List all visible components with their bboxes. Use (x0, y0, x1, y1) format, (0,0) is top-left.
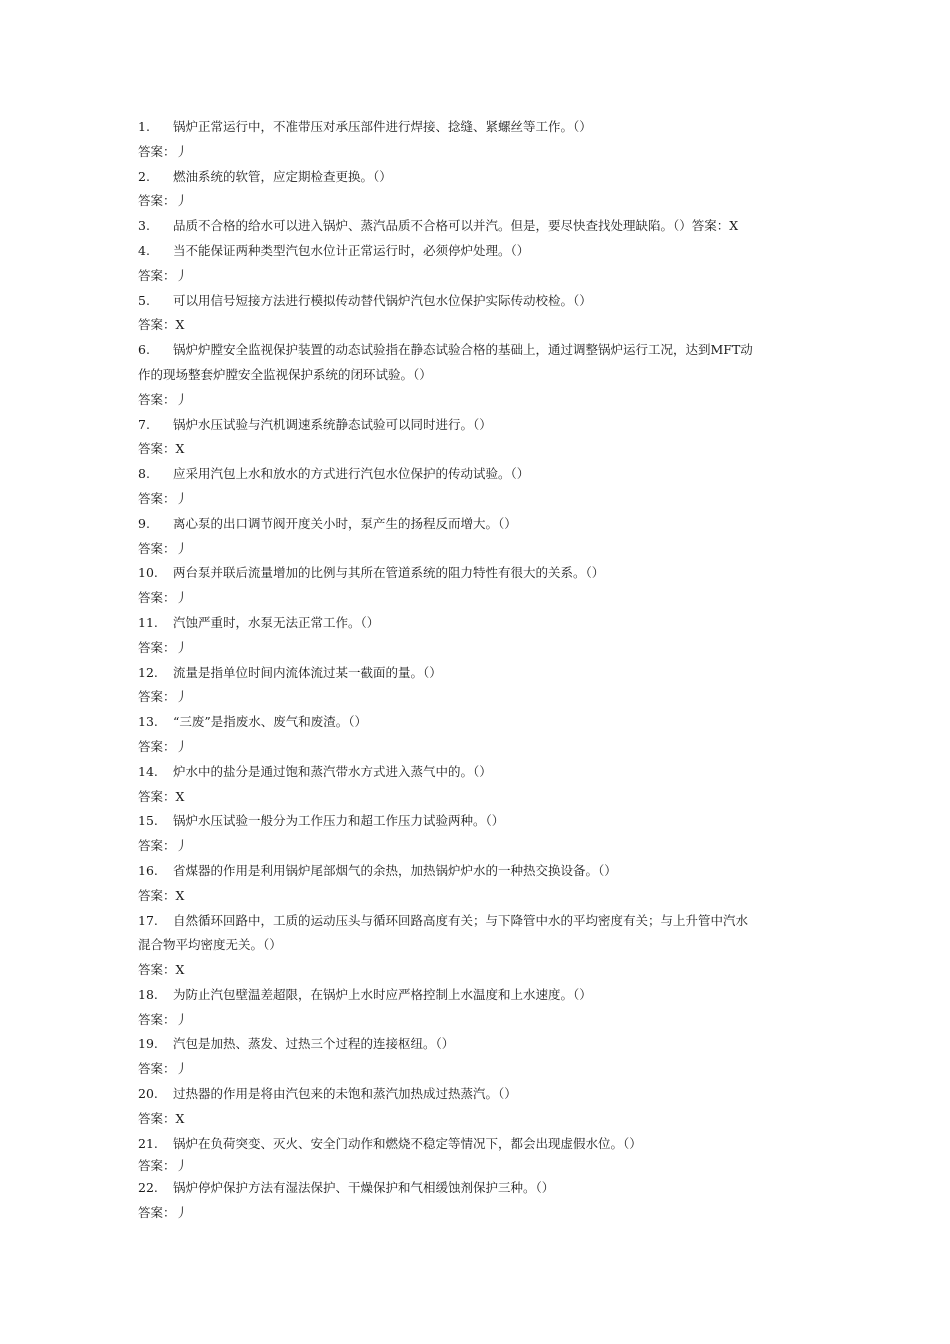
answer-value: 丿 (175, 540, 189, 556)
answer-label: 答案： (138, 1110, 176, 1126)
question-item (138, 338, 818, 363)
question-text: 锅炉停炉保护方法有湿法保护、干燥保护和气相缓蚀剂保护三种。（） (173, 1180, 555, 1196)
answer-value: X (175, 317, 185, 333)
answer-line (138, 487, 818, 512)
answer-line (138, 834, 818, 859)
answer-value: 丿 (175, 1158, 189, 1174)
answer-value: X (175, 1110, 185, 1126)
answer-line (138, 437, 818, 462)
question-item (138, 760, 818, 785)
answer-line (138, 1107, 818, 1132)
question-text: 当不能保证两种类型汽包水位计正常运行时，必须停炉处理。（） (173, 242, 530, 258)
answer-line (138, 313, 818, 338)
answer-line (138, 189, 818, 214)
question-item (138, 462, 818, 487)
question-item (138, 710, 818, 735)
question-text: 流量是指单位时间内流体流过某一截面的量。（） (173, 664, 442, 680)
answer-label: 答案： (138, 887, 176, 903)
question-item (138, 909, 818, 934)
answer-value: 丿 (175, 193, 189, 209)
answer-line (138, 735, 818, 760)
question-item (138, 115, 818, 140)
question-item (138, 809, 818, 834)
answer-label: 答案： (138, 441, 176, 457)
answer-line (138, 1156, 818, 1176)
question-text-continued: 混合物平均密度无关。（） (138, 937, 282, 953)
question-text: 应采用汽包上水和放水的方式进行汽包水位保护的传动试验。（） (173, 466, 530, 482)
answer-label: 答案： (138, 1011, 176, 1027)
question-item (138, 561, 818, 586)
answer-value: 丿 (175, 738, 189, 754)
answer-label: 答案： (138, 1158, 176, 1174)
question-number: 8. (138, 466, 150, 482)
question-item (138, 1032, 818, 1057)
document-page (138, 115, 818, 1226)
question-item (138, 661, 818, 686)
question-item (138, 611, 818, 636)
question-number: 10. (138, 565, 158, 581)
answer-label: 答案： (138, 143, 176, 159)
answer-value: X (175, 962, 185, 978)
question-text: 离心泵的出口调节阀开度关小时，泵产生的扬程反而增大。（） (173, 515, 517, 531)
answer-label: 答案： (138, 639, 176, 655)
answer-line (138, 785, 818, 810)
answer-value: X (175, 788, 185, 804)
question-text: 两台泵并联后流量增加的比例与其所在管道系统的阻力特性有很大的关系。（） (173, 565, 605, 581)
answer-line (138, 958, 818, 983)
question-number: 18. (138, 986, 158, 1002)
question-number: 7. (138, 416, 150, 432)
question-number: 11. (138, 614, 158, 630)
answer-line (138, 1057, 818, 1082)
answer-value: 丿 (175, 267, 189, 283)
question-number: 3. (138, 218, 150, 234)
answer-label: 答案： (138, 962, 176, 978)
question-text: 锅炉炉膛安全监视保护装置的动态试验指在静态试验合格的基础上，通过调整锅炉运行工况，达到MFT动 (173, 342, 753, 358)
question-text: 汽蚀严重时，水泵无法正常工作。（） (173, 614, 380, 630)
answer-line (138, 1201, 818, 1226)
question-number: 16. (138, 862, 158, 878)
question-number: 12. (138, 664, 158, 680)
answer-label: 答案： (138, 1061, 176, 1077)
question-item (138, 165, 818, 190)
answer-label: 答案： (138, 391, 176, 407)
question-text-continued: 作的现场整套炉膛安全监视保护系统的闭环试验。（） (138, 366, 432, 382)
question-text: 可以用信号短接方法进行模拟传动替代锅炉汽包水位保护实际传动校检。（） (173, 292, 592, 308)
answer-value: 丿 (175, 143, 189, 159)
question-text: 汽包是加热、蒸发、过热三个过程的连接枢纽。（） (173, 1036, 455, 1052)
question-item (138, 512, 818, 537)
question-number: 2. (138, 168, 150, 184)
question-text: 过热器的作用是将由汽包来的未饱和蒸汽加热成过热蒸汽。（） (173, 1086, 517, 1102)
answer-line (138, 884, 818, 909)
question-number: 4. (138, 242, 150, 258)
question-item (138, 1176, 818, 1201)
question-item (138, 413, 818, 438)
answer-value: X (175, 887, 185, 903)
question-text: 品质不合格的给水可以进入锅炉、蒸汽品质不合格可以并汽。但是，要尽快查找处理缺陷。（）答案：X (173, 218, 739, 234)
answer-line (138, 685, 818, 710)
question-number: 17. (138, 912, 158, 928)
answer-line (138, 140, 818, 165)
answer-label: 答案： (138, 490, 176, 506)
question-number: 6. (138, 342, 150, 358)
question-text: 锅炉在负荷突变、灭火、安全门动作和燃烧不稳定等情况下，都会出现虚假水位。（） (173, 1135, 642, 1151)
answer-value: 丿 (175, 590, 189, 606)
answer-value: 丿 (175, 639, 189, 655)
answer-value: 丿 (175, 1205, 189, 1221)
question-number: 19. (138, 1036, 158, 1052)
answer-label: 答案： (138, 590, 176, 606)
answer-label: 答案： (138, 317, 176, 333)
question-item (138, 859, 818, 884)
answer-value: 丿 (175, 391, 189, 407)
answer-line (138, 1008, 818, 1033)
question-number: 22. (138, 1180, 158, 1196)
answer-value: 丿 (175, 1061, 189, 1077)
answer-label: 答案： (138, 267, 176, 283)
answer-line (138, 264, 818, 289)
question-number: 13. (138, 714, 158, 730)
answer-label: 答案： (138, 788, 176, 804)
answer-line (138, 537, 818, 562)
question-item (138, 983, 818, 1008)
question-number: 1. (138, 119, 150, 134)
question-item (138, 214, 818, 239)
answer-value: X (175, 441, 185, 457)
answer-line (138, 388, 818, 413)
answer-label: 答案： (138, 1205, 176, 1221)
question-text: 为防止汽包壁温差超限，在锅炉上水时应严格控制上水温度和上水速度。（） (173, 986, 592, 1002)
answer-label: 答案： (138, 193, 176, 209)
question-item (138, 1082, 818, 1107)
question-text: 锅炉水压试验一般分为工作压力和超工作压力试验两种。（） (173, 813, 505, 829)
question-number: 9. (138, 515, 150, 531)
question-item (138, 1132, 818, 1157)
question-item (138, 289, 818, 314)
answer-line (138, 636, 818, 661)
question-text: 锅炉水压试验与汽机调速系统静态试验可以同时进行。（） (173, 416, 492, 432)
question-text: 省煤器的作用是利用锅炉尾部烟气的余热，加热锅炉炉水的一种热交换设备。（） (173, 862, 617, 878)
answer-label: 答案： (138, 738, 176, 754)
answer-line (138, 586, 818, 611)
question-text: 燃油系统的软管，应定期检查更换。（） (173, 168, 392, 184)
question-number: 21. (138, 1135, 158, 1151)
answer-value: 丿 (175, 838, 189, 854)
answer-value: 丿 (175, 1011, 189, 1027)
answer-label: 答案： (138, 689, 176, 705)
question-number: 14. (138, 763, 158, 779)
question-text: 自然循环回路中，工质的运动压头与循环回路高度有关；与下降管中水的平均密度有关；与上升管中汽水 (173, 912, 749, 928)
question-text: “三废”是指废水、废气和废渣。（） (173, 714, 368, 730)
question-item (138, 239, 818, 264)
answer-value: 丿 (175, 490, 189, 506)
answer-label: 答案： (138, 838, 176, 854)
question-text: 锅炉正常运行中，不准带压对承压部件进行焊接、捻缝、紧螺丝等工作。（） (173, 119, 592, 134)
answer-value: 丿 (175, 689, 189, 705)
question-number: 15. (138, 813, 158, 829)
answer-label: 答案： (138, 540, 176, 556)
question-number: 20. (138, 1086, 158, 1102)
question-number: 5. (138, 292, 150, 308)
question-text: 炉水中的盐分是通过饱和蒸汽带水方式进入蒸气中的。（） (173, 763, 492, 779)
